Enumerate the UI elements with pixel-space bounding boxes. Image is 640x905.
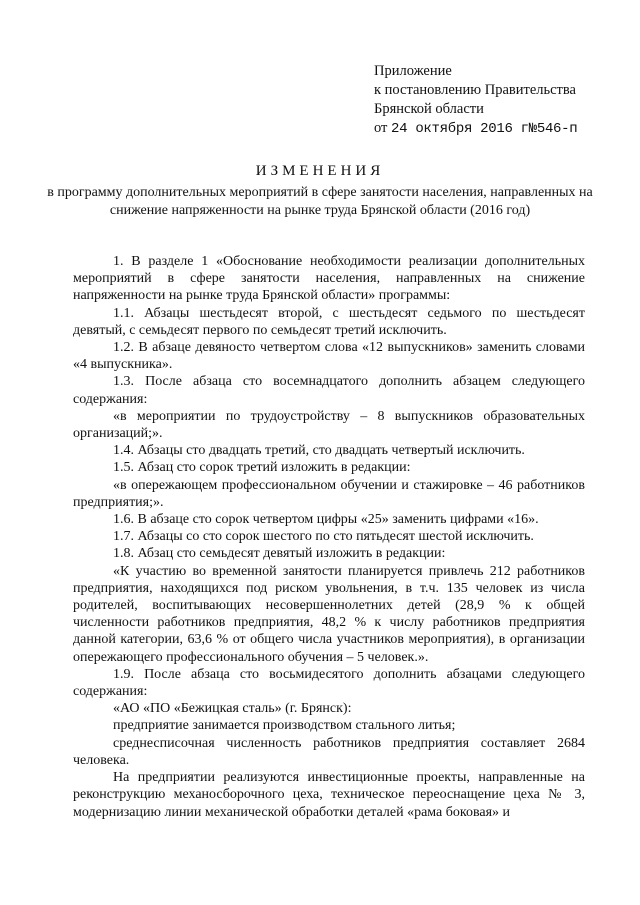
paragraph-1-2: 1.2. В абзаце девяносто четвертом слова «12 выпускников» заменить словами «4 выпускника». — [73, 340, 585, 373]
appendix-date — [374, 119, 577, 139]
document-subtitle: в программу дополнительных мероприятий в сфере занятости населения, направленных на снижение напряженности на рынке труда Брянской области (2016 год) — [47, 185, 593, 218]
paragraph-investment: На предприятии реализуются инвестиционные проекты, направленные на реконструкцию механосборочного цеха, техническое переоснащение цеха № 3, модернизацию линии механической обработки деталей «рама боковая» и — [73, 770, 585, 820]
paragraph-1-1: 1.1. Абзацы шестьдесят второй, с шестьдесят седьмого по шестьдесят девятый, с семьдесят первого по семьдесят третий исключить. — [73, 305, 585, 338]
paragraph-company: «АО «ПО «Бежицкая сталь» (г. Брянск): — [113, 701, 352, 717]
date-prefix: от — [374, 120, 388, 136]
date-stamp: 24 октября 2016 г№546-п — [391, 121, 578, 137]
paragraph-1: 1. В разделе 1 «Обоснование необходимости реализации дополнительных мероприятий в сфере занятости населения, направленных на снижение напряженности на рынке труда Брянской области» программы: — [73, 254, 585, 304]
paragraph-1-9: 1.9. После абзаца сто восьмидесятого дополнить абзацами следующего содержания: — [73, 666, 585, 700]
appendix-block — [374, 62, 577, 139]
appendix-region: Брянской области — [374, 101, 484, 117]
paragraph-1-8: 1.8. Абзац сто семьдесят девятый изложить в редакции: — [113, 546, 446, 562]
paragraph-production: предприятие занимается производством стального литья; — [113, 718, 456, 734]
paragraph-1-7: 1.7. Абзацы со сто сорок шестого по сто пятьдесят шестой исключить. — [113, 529, 534, 545]
appendix-label: Приложение — [374, 63, 452, 79]
document-title: ИЗМЕНЕНИЯ — [255, 163, 385, 179]
paragraph-headcount: среднесписочная численность работников предприятия составляет 2684 человека. — [73, 735, 585, 768]
paragraph-1-3: 1.3. После абзаца сто восемнадцатого дополнить абзацем следующего содержания: — [73, 374, 585, 407]
paragraph-1-8-quote: «К участию во временной занятости планируется привлечь 212 работников предприятия, находящихся под риском увольнения, в т.ч. 135 человек из числа родителей, воспитывающих несовершеннолетних детей (28,9 % к общей численности работников предприятия, 48,2 % к числу работников предприятия данной категории, 63,6 % от общего числа участников мероприятия), в организации опережающего профессионального обучения – 5 человек.». — [73, 563, 585, 665]
document-body — [73, 253, 585, 821]
paragraph-1-3-quote: «в мероприятии по трудоустройству – 8 выпускников образовательных организаций;». — [73, 408, 585, 442]
paragraph-1-6: 1.6. В абзаце сто сорок четвертом цифры «25» заменить цифрами «16». — [113, 512, 539, 528]
paragraph-1-4: 1.4. Абзацы сто двадцать третий, сто двадцать четвертый исключить. — [113, 443, 525, 459]
paragraph-1-5: 1.5. Абзац сто сорок третий изложить в редакции: — [113, 460, 411, 476]
appendix-decree: к постановлению Правительства — [374, 82, 576, 98]
paragraph-1-5-quote: «в опережающем профессиональном обучении и стажировке – 46 работников предприятия;». — [73, 477, 585, 510]
